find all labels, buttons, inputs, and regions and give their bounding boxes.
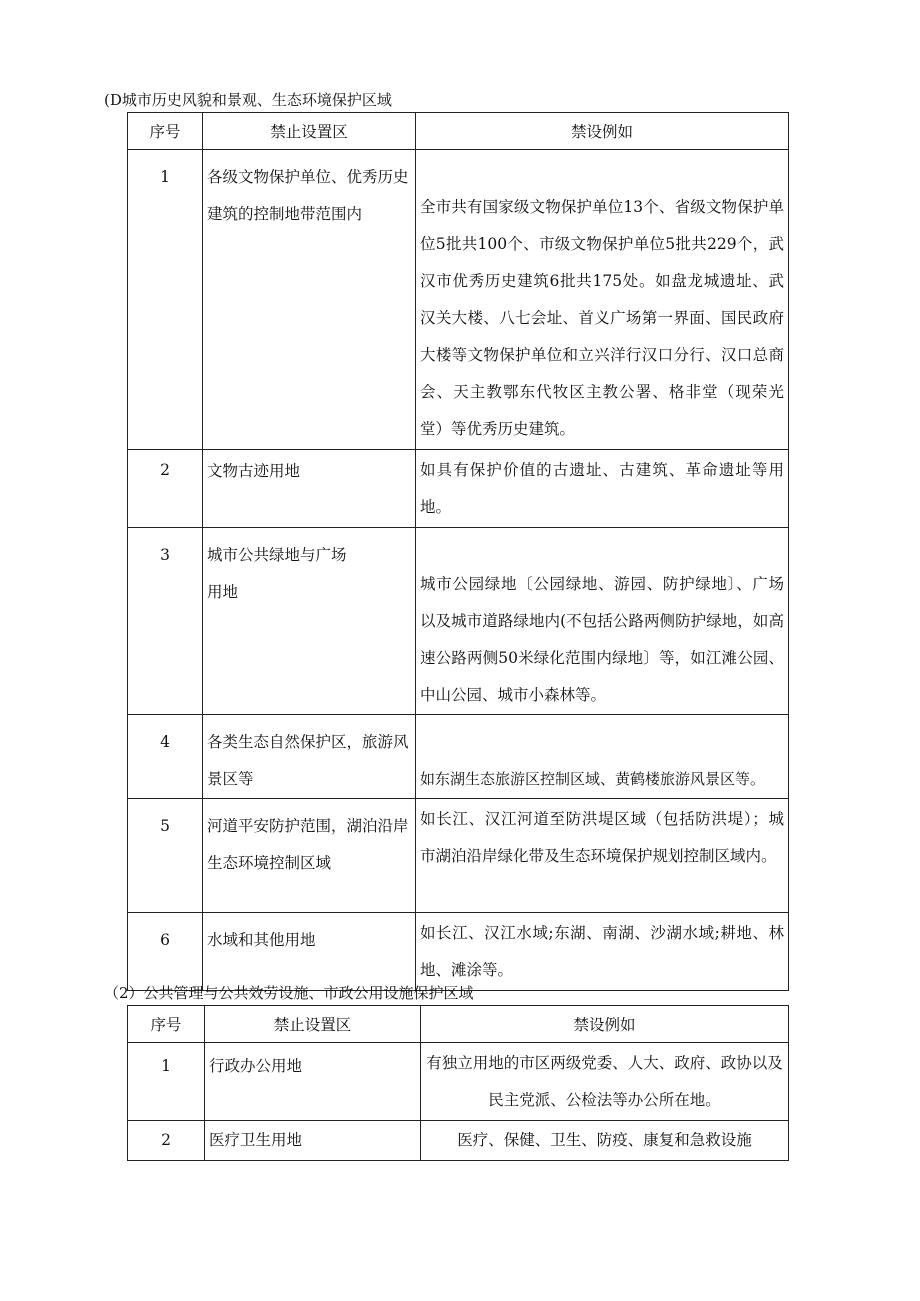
table-row (128, 1043, 789, 1121)
row-example: 如具有保护价值的古遗址、古建筑、革命遗址等用地。 (416, 450, 789, 528)
row-no: 6 (128, 913, 203, 991)
row-zone: 医疗卫生用地 (205, 1121, 421, 1161)
row-no: 2 (128, 450, 203, 528)
table-row (128, 450, 789, 528)
row-no: 3 (128, 528, 203, 715)
row-no: 5 (128, 799, 203, 913)
table-row (128, 150, 789, 450)
protected-zones-table-1 (127, 112, 789, 991)
row-example: 如长江、汉江水域;东湖、南湖、沙湖水域;耕地、林地、滩涂等。 (416, 913, 789, 991)
table-row (128, 913, 789, 991)
table-row (128, 528, 789, 715)
row-no: 1 (128, 150, 203, 450)
row-example: 如长江、汉江河道至防洪堤区域（包括防洪堤）；城市湖泊沿岸绿化带及生态环境保护规划控制区域内。 (416, 799, 789, 913)
row-zone: 文物古迹用地 (203, 450, 416, 528)
header-example: 禁设例如 (416, 113, 789, 150)
table-row (128, 715, 789, 799)
row-zone: 水域和其他用地 (203, 913, 416, 991)
header-no: 序号 (128, 1006, 205, 1043)
row-example: 全市共有国家级文物保护单位13个、省级文物保护单位5批共100个、市级文物保护单位5批共229个，武汉市优秀历史建筑6批共175处。如盘龙城遗址、武汉关大楼、八七会址、首义广场第一界面、国民政府大楼等文物保护单位和立兴洋行汉口分行、汉口总商会、天主教鄂东代牧区主教公署、格非堂（现荣光堂）等优秀历史建筑。 (416, 150, 789, 450)
row-zone: 河道平安防护范围，湖泊沿岸生态环境控制区域 (203, 799, 416, 913)
table-header-row (128, 113, 789, 150)
row-zone: 城市公共绿地与广场用地 (203, 528, 416, 715)
section-2-title: （2）公共管理与公共效劳设施、市政公用设施保护区域 (104, 984, 474, 1002)
row-no: 2 (128, 1121, 205, 1161)
row-no: 4 (128, 715, 203, 799)
row-example: 医疗、保健、卫生、防疫、康复和急救设施 (421, 1121, 789, 1161)
protected-zones-table-2 (127, 1005, 789, 1161)
row-example: 城市公园绿地〔公园绿地、游园、防护绿地〕、广场以及城市道路绿地内(不包括公路两侧防护绿地，如高速公路两侧50米绿化范围内绿地〕等，如江滩公园、中山公园、城市小森林等。 (416, 528, 789, 715)
header-no: 序号 (128, 113, 203, 150)
row-zone: 各类生态自然保护区，旅游风景区等 (203, 715, 416, 799)
section-1-title: (D城市历史风貌和景观、生态环境保护区域 (104, 91, 392, 109)
row-zone: 各级文物保护单位、优秀历史建筑的控制地带范围内 (203, 150, 416, 450)
row-example: 有独立用地的市区两级党委、人大、政府、政协以及民主党派、公检法等办公所在地。 (421, 1043, 789, 1121)
row-no: 1 (128, 1043, 205, 1121)
table-row (128, 799, 789, 913)
header-zone: 禁止设置区 (205, 1006, 421, 1043)
table-header-row (128, 1006, 789, 1043)
header-zone: 禁止设置区 (203, 113, 416, 150)
row-zone: 行政办公用地 (205, 1043, 421, 1121)
header-example: 禁设例如 (421, 1006, 789, 1043)
row-example: 如东湖生态旅游区控制区域、黄鹤楼旅游风景区等。 (416, 715, 789, 799)
table-row (128, 1121, 789, 1161)
